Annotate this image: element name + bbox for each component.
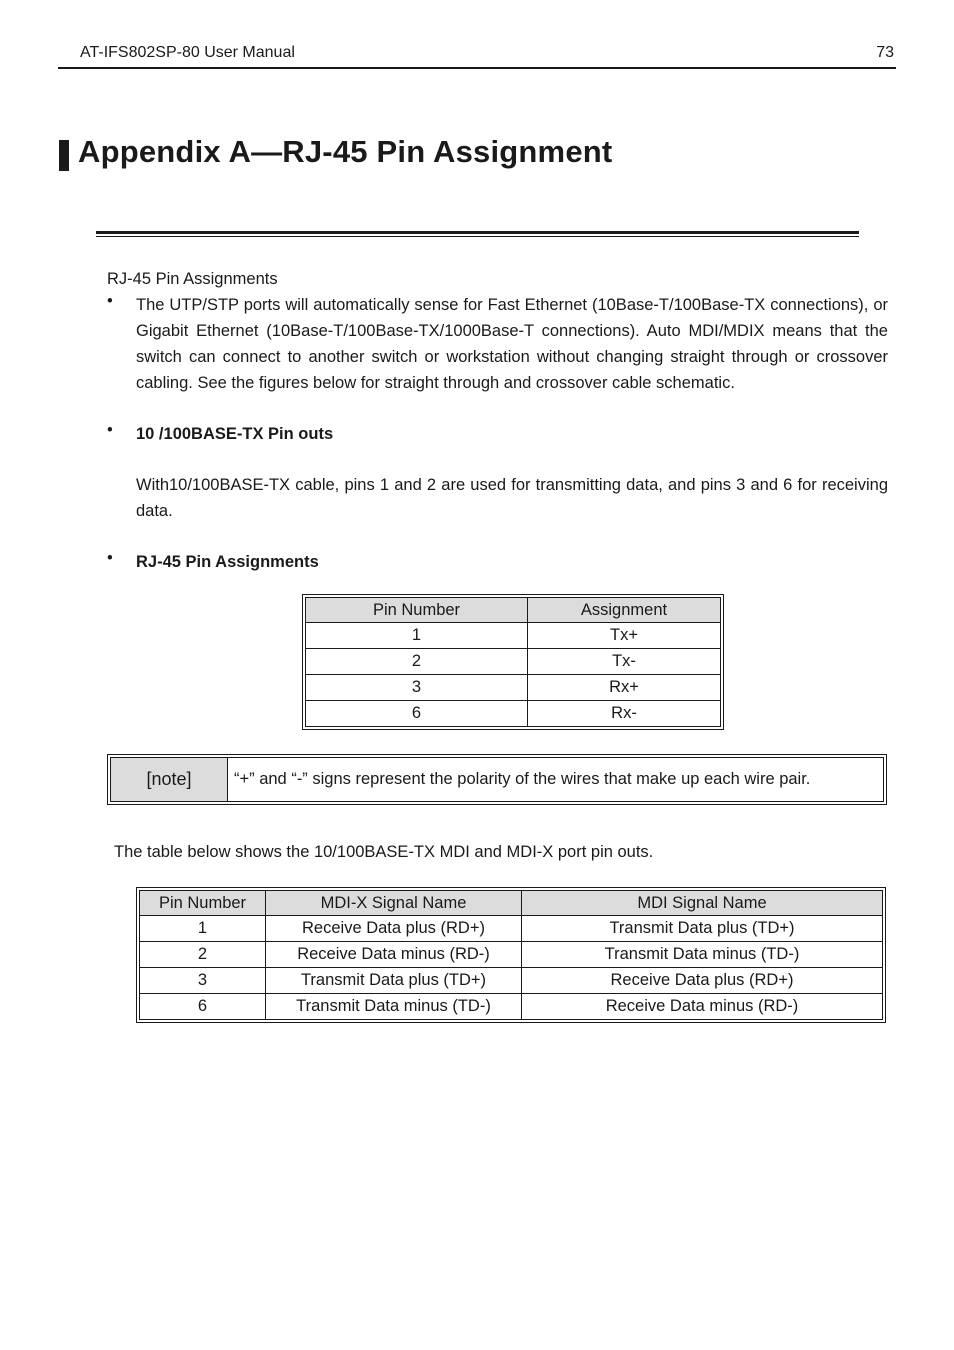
pinouts-paragraph: With10/100BASE-TX cable, pins 1 and 2 are used for transmitting data, and pins 3 and 6 for receiving data. [136, 476, 888, 520]
title-rule-thin [96, 236, 859, 237]
table-row [306, 623, 721, 649]
mdi-pinout-table [136, 887, 886, 1023]
table-cell: 1 [306, 623, 528, 649]
table-cell: Receive Data minus (RD-) [266, 942, 522, 968]
mdi-intro: The table below shows the 10/100BASE-TX MDI and MDI-X port pin outs. [114, 843, 654, 861]
page-number: 73 [876, 44, 894, 61]
table-cell: Rx+ [528, 675, 721, 701]
table-row [306, 701, 721, 727]
table-row [306, 649, 721, 675]
table-row [140, 968, 883, 994]
header-rule [58, 67, 896, 69]
title-marker [59, 140, 69, 171]
section-label: RJ-45 Pin Assignments [107, 270, 278, 288]
bullet: • [107, 421, 113, 439]
table-cell: Tx- [528, 649, 721, 675]
table-cell: 6 [306, 701, 528, 727]
table-cell: Transmit Data plus (TD+) [522, 916, 883, 942]
pinouts-heading: 10 /100BASE-TX Pin outs [136, 425, 334, 443]
table-cell: Receive Data minus (RD-) [522, 994, 883, 1020]
table-cell: Receive Data plus (RD+) [522, 968, 883, 994]
table-cell: 6 [140, 994, 266, 1020]
table-header-cell: MDI-X Signal Name [266, 891, 522, 916]
intro-paragraph: The UTP/STP ports will automatically sense for Fast Ethernet (10Base-T/100Base-TX connections), or Gigabit Ethernet (10Base-T/100Base-TX/1000Base-T connections). Auto MDI/MDIX means that the switch can connect to another switch or workstation without changing straight through or crossover cabling. See the figures below for straight through and crossover cable schematic. [136, 296, 888, 392]
pin-assignment-table [302, 594, 724, 730]
table-row [306, 675, 721, 701]
table-cell: Transmit Data minus (TD-) [522, 942, 883, 968]
note-label: [note] [111, 758, 228, 801]
table-header-cell: Assignment [528, 598, 721, 623]
manual-title: AT-IFS802SP-80 User Manual [80, 44, 295, 61]
table-cell: 3 [140, 968, 266, 994]
table-row [140, 916, 883, 942]
table-row [140, 994, 883, 1020]
bullet: • [107, 292, 113, 310]
table-cell: 2 [140, 942, 266, 968]
page-title: Appendix A—RJ-45 Pin Assignment [78, 134, 613, 169]
table-row [140, 942, 883, 968]
note-text: “+” and “-” signs represent the polarity of the wires that make up each wire pair. [234, 770, 811, 788]
table-header-cell: Pin Number [140, 891, 266, 916]
table-header-cell: Pin Number [306, 598, 528, 623]
assignments-heading: RJ-45 Pin Assignments [136, 553, 319, 571]
table-cell: 3 [306, 675, 528, 701]
note-box [107, 754, 887, 805]
title-rule-thick [96, 231, 859, 234]
table-header-cell: MDI Signal Name [522, 891, 883, 916]
table-cell: Transmit Data plus (TD+) [266, 968, 522, 994]
table-cell: Receive Data plus (RD+) [266, 916, 522, 942]
table-cell: 2 [306, 649, 528, 675]
table-cell: 1 [140, 916, 266, 942]
bullet: • [107, 549, 113, 567]
table-cell: Rx- [528, 701, 721, 727]
table-cell: Tx+ [528, 623, 721, 649]
table-cell: Transmit Data minus (TD-) [266, 994, 522, 1020]
